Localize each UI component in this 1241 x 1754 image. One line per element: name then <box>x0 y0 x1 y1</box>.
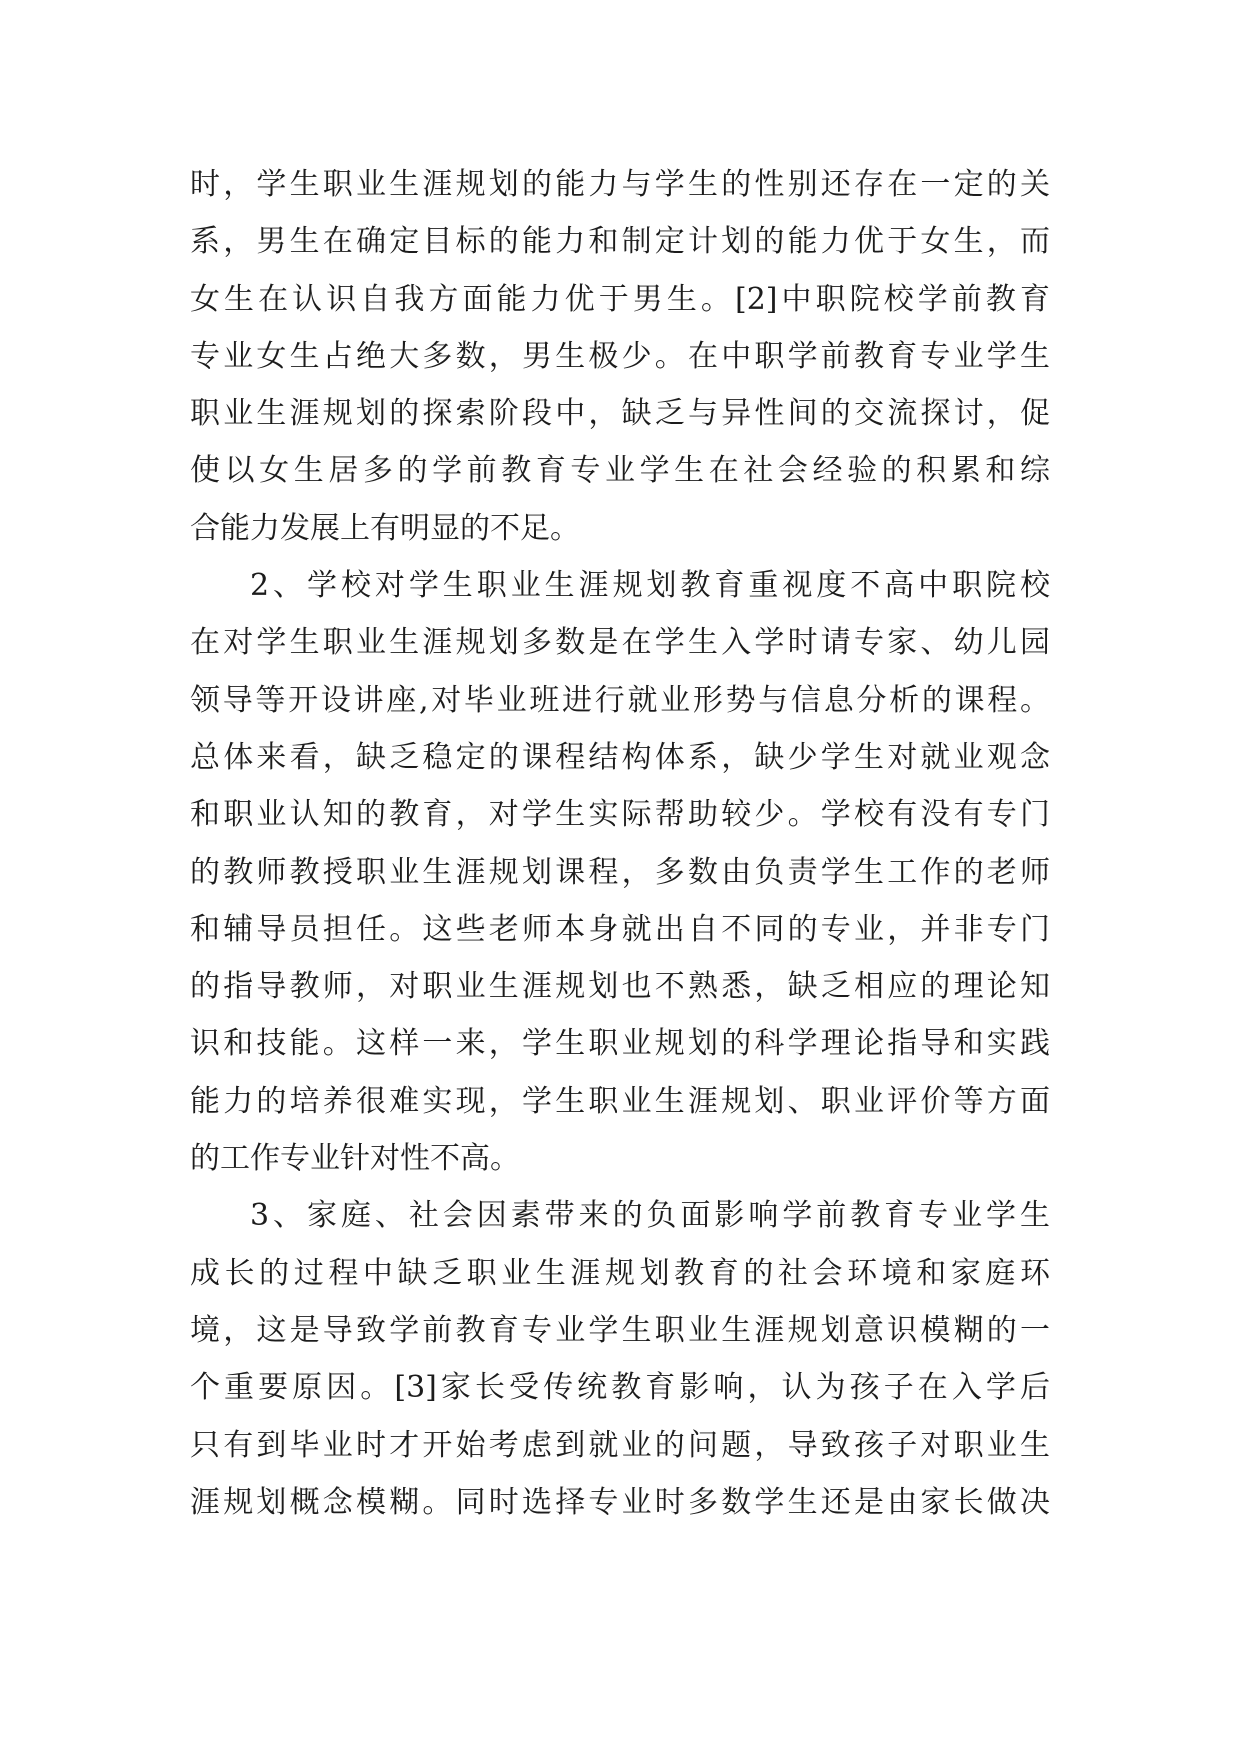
paragraph <box>190 1187 1050 1531</box>
text-line: 和辅导员担任。这些老师本身就出自不同的专业，并非专门 <box>190 911 1050 947</box>
text-line: 成长的过程中缺乏职业生涯规划教育的社会环境和家庭环 <box>190 1255 1050 1291</box>
text-line: 个重要原因。[3]家长受传统教育影响，认为孩子在入学后 <box>190 1370 1050 1406</box>
text-line: 时，学生职业生涯规划的能力与学生的性别还存在一定的关 <box>190 167 1050 202</box>
text-line: 领导等开设讲座,对毕业班进行就业形势与信息分析的课程。 <box>190 682 1050 718</box>
text-line: 识和技能。这样一来，学生职业规划的科学理论指导和实践 <box>190 1026 1050 1062</box>
text-line: 系，男生在确定目标的能力和制定计划的能力优于女生，而 <box>190 224 1050 260</box>
text-line: 境，这是导致学前教育专业学生职业生涯规划意识模糊的一 <box>190 1312 1050 1348</box>
paragraph <box>190 156 1050 557</box>
text-line: 2、学校对学生职业生涯规划教育重视度不高中职院校 <box>250 568 1050 604</box>
text-line: 女生在认识自我方面能力优于男生。[2]中职院校学前教育 <box>190 281 1050 317</box>
text-line: 3、家庭、社会因素带来的负面影响学前教育专业学生 <box>250 1198 1050 1234</box>
text-line: 合能力发展上有明显的不足。 <box>190 510 580 546</box>
text-line: 使以女生居多的学前教育专业学生在社会经验的积累和综 <box>190 453 1050 489</box>
body-text <box>190 156 1050 1531</box>
text-line: 只有到毕业时才开始考虑到就业的问题，导致孩子对职业生 <box>190 1427 1050 1463</box>
text-line: 专业女生占绝大多数，男生极少。在中职学前教育专业学生 <box>190 338 1050 374</box>
text-line: 的工作专业针对性不高。 <box>190 1141 520 1177</box>
text-line: 在对学生职业生涯规划多数是在学生入学时请专家、幼儿园 <box>190 625 1050 661</box>
text-line: 总体来看，缺乏稳定的课程结构体系，缺少学生对就业观念 <box>190 739 1050 775</box>
text-line: 职业生涯规划的探索阶段中，缺乏与异性间的交流探讨，促 <box>190 396 1050 432</box>
text-line: 的教师教授职业生涯规划课程，多数由负责学生工作的老师 <box>190 854 1050 890</box>
text-line: 的指导教师，对职业生涯规划也不熟悉，缺乏相应的理论知 <box>190 969 1050 1005</box>
text-line: 和职业认知的教育，对学生实际帮助较少。学校有没有专门 <box>190 797 1050 833</box>
paragraph <box>190 557 1050 1187</box>
text-line: 涯规划概念模糊。同时选择专业时多数学生还是由家长做决 <box>190 1484 1050 1520</box>
text-line: 能力的培养很难实现，学生职业生涯规划、职业评价等方面 <box>190 1083 1050 1119</box>
